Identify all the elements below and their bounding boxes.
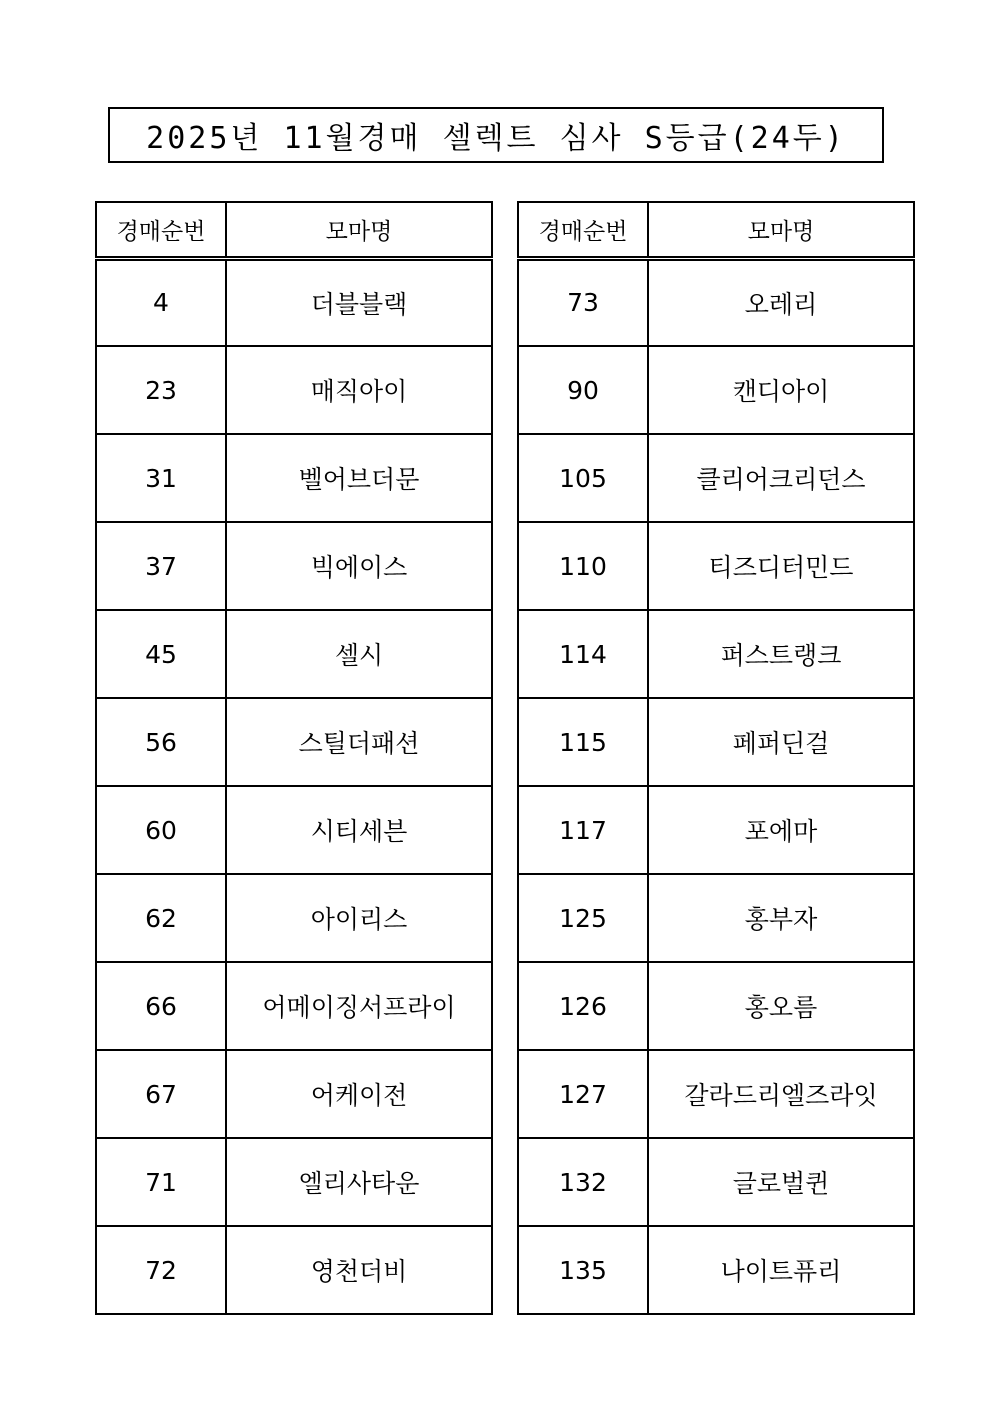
dam-name: 갈라드리엘즈라잇	[648, 1050, 914, 1138]
auction-number: 66	[96, 962, 226, 1050]
table-row	[96, 610, 492, 698]
dam-name: 매직아이	[226, 346, 492, 434]
dam-name: 홍부자	[648, 874, 914, 962]
dam-name: 홍오름	[648, 962, 914, 1050]
header-dam-name: 모마명	[648, 202, 914, 258]
table-row	[518, 962, 914, 1050]
dam-name: 클리어크리던스	[648, 434, 914, 522]
auction-number: 132	[518, 1138, 648, 1226]
auction-number: 114	[518, 610, 648, 698]
dam-name: 스틸더패션	[226, 698, 492, 786]
auction-number: 127	[518, 1050, 648, 1138]
dam-name: 어케이전	[226, 1050, 492, 1138]
dam-name: 빅에이스	[226, 522, 492, 610]
auction-number: 105	[518, 434, 648, 522]
table-row	[96, 522, 492, 610]
header-auction-number: 경매순번	[518, 202, 648, 258]
header-dam-name: 모마명	[226, 202, 492, 258]
header-auction-number: 경매순번	[96, 202, 226, 258]
table-row	[518, 258, 914, 346]
dam-name: 시티세븐	[226, 786, 492, 874]
table-header-row	[518, 202, 914, 258]
dam-name: 셀시	[226, 610, 492, 698]
auction-number: 56	[96, 698, 226, 786]
table-row	[518, 698, 914, 786]
auction-number: 72	[96, 1226, 226, 1314]
table-row	[518, 434, 914, 522]
dam-name: 벨어브더문	[226, 434, 492, 522]
dam-name: 포에마	[648, 786, 914, 874]
auction-number: 73	[518, 258, 648, 346]
dam-name: 글로벌퀸	[648, 1138, 914, 1226]
dam-name: 캔디아이	[648, 346, 914, 434]
auction-number: 45	[96, 610, 226, 698]
auction-number: 90	[518, 346, 648, 434]
right-auction-table	[517, 201, 915, 1315]
table-row	[518, 1050, 914, 1138]
dam-name: 아이리스	[226, 874, 492, 962]
table-row	[96, 1226, 492, 1314]
table-row	[518, 522, 914, 610]
dam-name: 티즈디터민드	[648, 522, 914, 610]
table-row	[96, 874, 492, 962]
dam-name: 엘리사타운	[226, 1138, 492, 1226]
dam-name: 어메이징서프라이	[226, 962, 492, 1050]
auction-number: 125	[518, 874, 648, 962]
dam-name: 퍼스트랭크	[648, 610, 914, 698]
table-row	[96, 1138, 492, 1226]
auction-number: 110	[518, 522, 648, 610]
dam-name: 페퍼딘걸	[648, 698, 914, 786]
auction-number: 60	[96, 786, 226, 874]
table-row	[518, 1138, 914, 1226]
left-auction-table	[95, 201, 493, 1315]
table-row	[96, 346, 492, 434]
auction-number: 62	[96, 874, 226, 962]
table-row	[96, 1050, 492, 1138]
auction-number: 67	[96, 1050, 226, 1138]
auction-number: 135	[518, 1226, 648, 1314]
auction-number: 115	[518, 698, 648, 786]
auction-number: 126	[518, 962, 648, 1050]
table-row	[518, 610, 914, 698]
auction-number: 4	[96, 258, 226, 346]
dam-name: 영천더비	[226, 1226, 492, 1314]
table-row	[96, 434, 492, 522]
auction-number: 71	[96, 1138, 226, 1226]
dam-name: 나이트퓨리	[648, 1226, 914, 1314]
dam-name: 오레리	[648, 258, 914, 346]
table-row	[96, 258, 492, 346]
auction-number: 117	[518, 786, 648, 874]
table-row	[96, 962, 492, 1050]
table-row	[96, 786, 492, 874]
table-row	[518, 786, 914, 874]
table-header-row	[96, 202, 492, 258]
auction-number: 37	[96, 522, 226, 610]
table-row	[518, 346, 914, 434]
table-row	[518, 1226, 914, 1314]
auction-number: 31	[96, 434, 226, 522]
table-row	[96, 698, 492, 786]
dam-name: 더블블랙	[226, 258, 492, 346]
table-row	[518, 874, 914, 962]
auction-number: 23	[96, 346, 226, 434]
page-title: 2025년 11월경매 셀렉트 심사 S등급(24두)	[108, 107, 884, 163]
